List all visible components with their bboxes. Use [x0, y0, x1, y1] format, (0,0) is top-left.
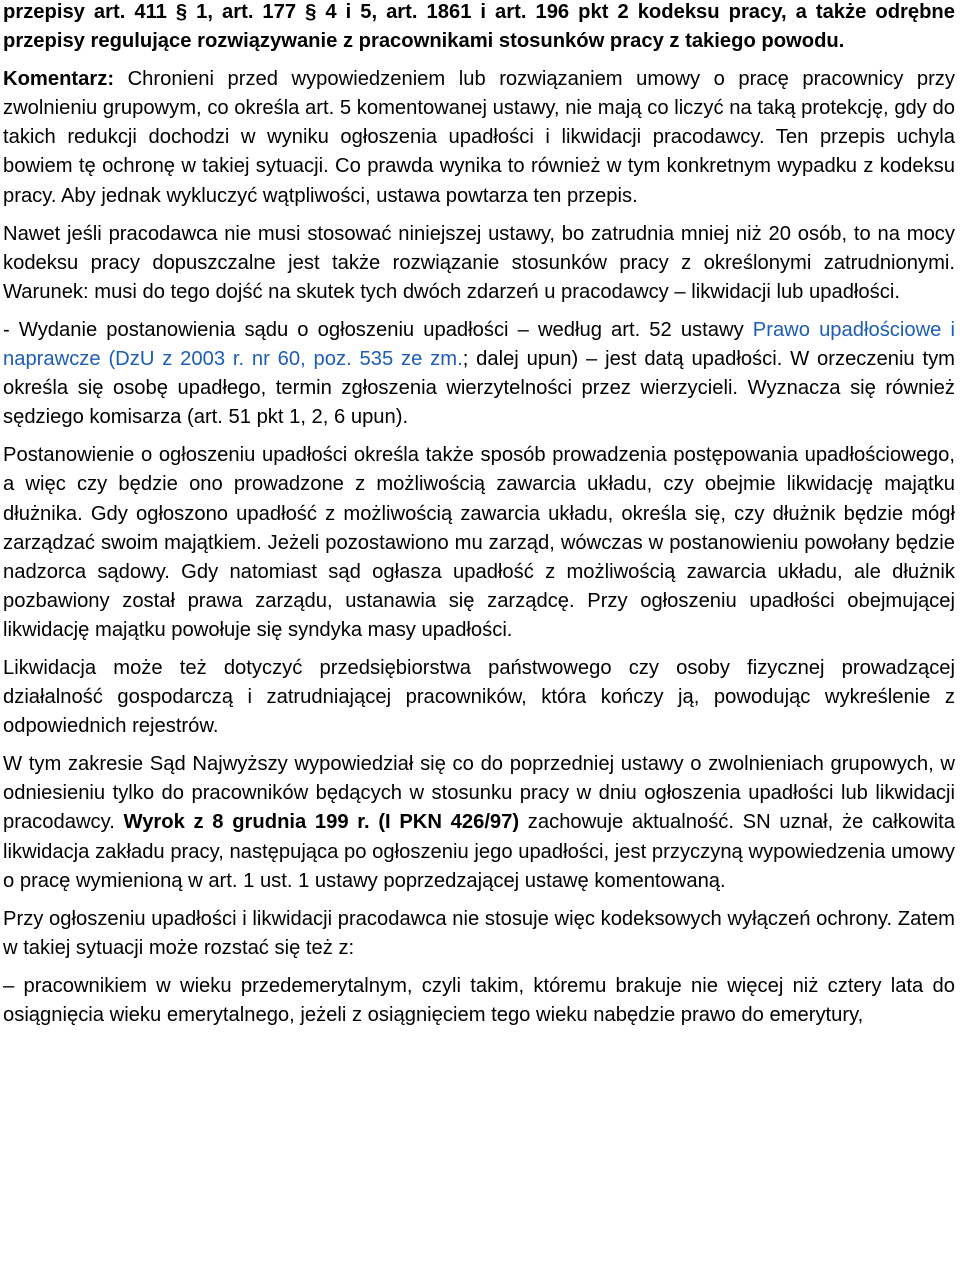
bankruptcy-decision-text-before: - Wydanie postanowienia sądu o ogłoszeniu upadłości – według art. 52 ustawy: [3, 318, 753, 341]
supreme-court-text-after: zachowuje aktualność. SN uznał, że całkowita likwidacja zakładu pracy, następująca po ogłoszeniu jego upadłości, jest przyczyną wypowiedzenia umowy o pracę wymienioną w art. 1 ust. 1 ustawy poprzedzającej ustawę komentowaną.: [3, 811, 955, 892]
pre-retirement-text: – pracownikiem w wieku przedemerytalnym, czyli takim, któremu brakuje nie więcej niż cztery lata do osiągnięcia wieku emerytalnego, jeżeli z osiągnięciem tego wieku nabędzie prawo do emerytury,: [3, 974, 955, 1026]
protection-exclusions-text: Przy ogłoszeniu upadłości i likwidacji pracodawca nie stosuje więc kodeksowych wyłączeń ochrony. Zatem w takiej sytuacji może rozstać się też z:: [3, 907, 955, 959]
liquidation-text: Likwidacja może też dotyczyć przedsiębiorstwa państwowego czy osoby fizycznej prowadzącej działalność gospodarczą i zatrudniającej pracowników, która kończy ją, powodując wykreślenie z odpowiednich rejestrów.: [3, 656, 955, 738]
supreme-court-text-before: W tym zakresie Sąd Najwyższy wypowiedział się co do poprzedniej ustawy o zwolnieniach grupowych, w odniesieniu tylko do pracowników będących w stosunku pracy w dniu ogłoszenia upadłości lub likwidacji pracodawcy.: [3, 753, 955, 834]
paragraph-small-employer: [3, 220, 955, 307]
paragraph-commentary: [3, 65, 955, 210]
small-employer-text: Nawet jeśli pracodawca nie musi stosować niniejszej ustawy, bo zatrudnia mniej niż 20 osób, to na mocy kodeksu pracy dopuszczalne jest także rozwiązanie stosunków pracy z określonymi zatrudnionymi. Warunek: musi do tego dojść na skutek tych dwóch zdarzeń u pracodawcy – likwidacji lub upadłości.: [3, 222, 955, 303]
paragraph-liquidation: [3, 654, 955, 741]
bankruptcy-law-link[interactable]: Prawo upadłościowe i naprawcze (DzU z 2003 r. nr 60, poz. 535 ze zm.: [3, 318, 955, 371]
legal-provisions-text: przepisy art. 411 § 1, art. 177 § 4 i 5, art. 1861 i art. 196 pkt 2 kodeksu pracy, a także odrębne przepisy regulujące rozwiązywanie z pracownikami stosunków pracy z takiego powodu.: [3, 1, 955, 53]
list-item-pre-retirement: [3, 972, 955, 1030]
paragraph-bankruptcy-procedure: [3, 441, 955, 645]
paragraph-bankruptcy-decision: [3, 316, 955, 432]
bankruptcy-procedure-text: Postanowienie o ogłoszeniu upadłości określa także sposób prowadzenia postępowania upadłościowego, a więc czy będzie ono prowadzone z możliwością zawarcia układu, czy obejmie likwidację majątku dłużnika. Gdy ogłoszono upadłość z możliwością zawarcia układu, określa się, czy dłużnik będzie mógł zarządzać swoim majątkiem. Jeżeli pozostawiono mu zarząd, wówczas w postanowieniu powołany będzie nadzorca sądowy. Gdy natomiast sąd ogłasza upadłość z możliwością zawarcia układu, ale dłużnik pozbawiony został prawa zarządu, ustanawia się zarządcę. Przy ogłoszeniu upadłości obejmującej likwidację majątku powołuje się syndyka masy upadłości.: [3, 444, 955, 641]
commentary-text: Chronieni przed wypowiedzeniem lub rozwiązaniem umowy o pracę pracownicy przy zwolnieniu grupowym, co określa art. 5 komentowanej ustawy, nie mają co liczyć na taką protekcję, gdy do takich redukcji dochodzi w wyniku ogłoszenia upadłości i likwidacji pracodawcy. Ten przepis uchyla bowiem tę ochronę w takiej sytuacji. Co prawda wynika to również w tym konkretnym wypadku z kodeksu pracy. Aby jednak wykluczyć wątpliwości, ustawa powtarza ten przepis.: [3, 68, 955, 207]
bankruptcy-decision-text-after: ; dalej upun) – jest datą upadłości. W orzeczeniu tym określa się osobę upadłego, termin zgłoszenia wierzytelności przez wierzycieli. Wyznacza się również sędziego komisarza (art. 51 pkt 1, 2, 6 upun).: [3, 348, 955, 429]
paragraph-supreme-court: [3, 750, 955, 895]
paragraph-legal-provisions: [3, 0, 955, 56]
court-ruling-reference: Wyrok z 8 grudnia 199 r. (I PKN 426/97): [123, 811, 520, 834]
paragraph-protection-exclusions: [3, 905, 955, 963]
commentary-label: Komentarz:: [3, 68, 115, 91]
